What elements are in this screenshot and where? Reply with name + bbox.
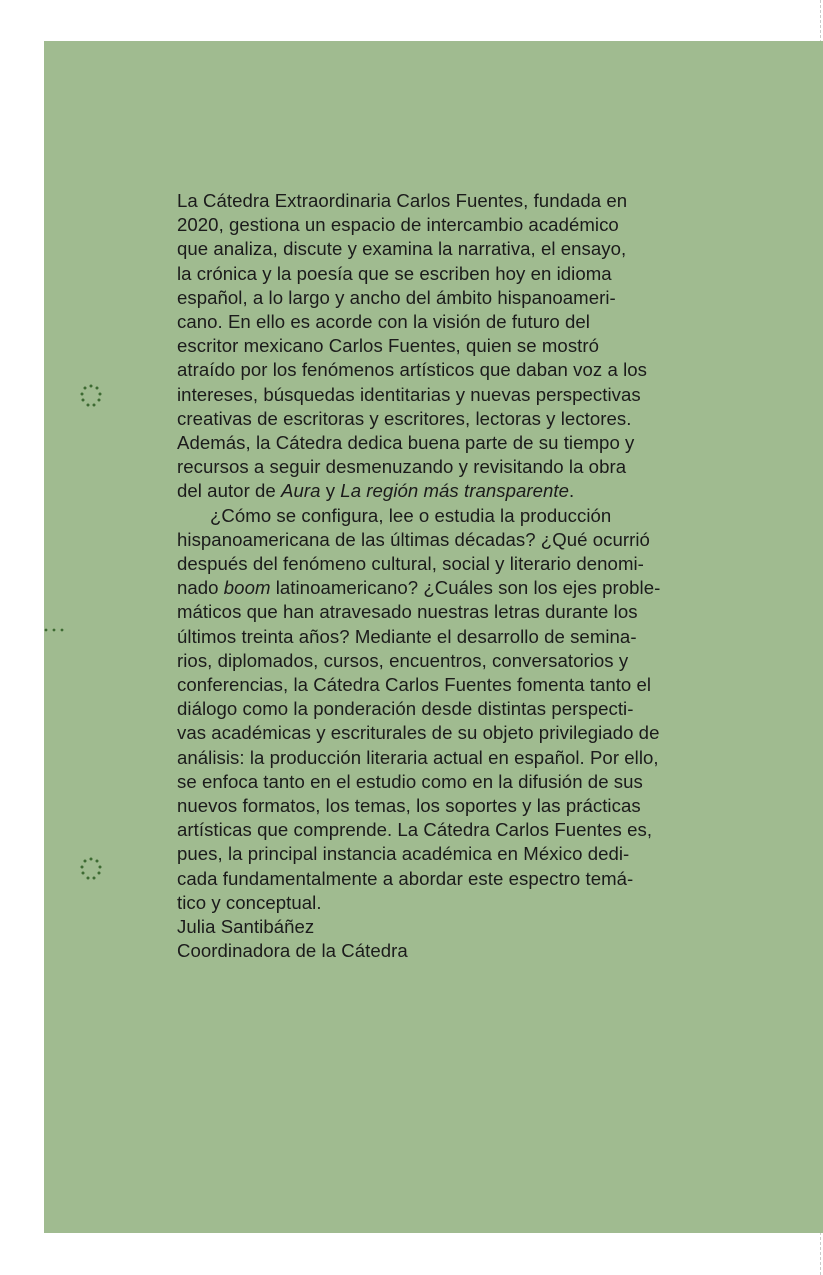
text-line: la crónica y la poesía que se escriben hoy en idioma bbox=[177, 262, 612, 284]
text-line: pues, la principal instancia académica en México dedi- bbox=[177, 843, 630, 865]
text-line: análisis: la producción literaria actual en español. Por ello, bbox=[177, 746, 659, 768]
text-line: español, a lo largo y ancho del ámbito hispanoameri- bbox=[177, 286, 616, 308]
text-line: artísticas que comprende. La Cátedra Carlos Fuentes es, bbox=[177, 819, 653, 841]
emphasis-boom: boom bbox=[223, 577, 271, 599]
text-line: recursos a seguir desmenuzando y revisitando la obra bbox=[177, 456, 627, 478]
text-line: se enfoca tanto en el estudio como en la difusión de sus bbox=[177, 770, 643, 792]
text-line: La Cátedra Extraordinaria Carlos Fuentes, fundada en bbox=[177, 190, 628, 211]
signature-role: Coordinadora de la Cátedra bbox=[177, 940, 408, 962]
text-line: cada fundamentalmente a abordar este espectro temá- bbox=[177, 867, 634, 889]
signature bbox=[177, 915, 717, 963]
dots-ornament-middle bbox=[42, 626, 66, 634]
text-line: intereses, búsquedas identitarias y nuevas perspectivas bbox=[177, 383, 641, 405]
text-segment: y bbox=[320, 480, 341, 502]
text-segment: . bbox=[569, 480, 575, 502]
text-line: vas académicas y escriturales de su objeto privilegiado de bbox=[177, 722, 660, 744]
paragraph-1 bbox=[177, 189, 717, 504]
text-line: últimos treinta años? Mediante el desarrollo de semina- bbox=[177, 625, 637, 647]
paragraph-2 bbox=[177, 504, 717, 915]
text-segment: nado bbox=[177, 577, 224, 599]
text-line: que analiza, discute y examina la narrativa, el ensayo, bbox=[177, 238, 627, 260]
text-line: escritor mexicano Carlos Fuentes, quien se mostró bbox=[177, 335, 600, 357]
text-line-with-titles bbox=[177, 479, 717, 503]
book-title-aura: Aura bbox=[281, 480, 321, 502]
text-line: conferencias, la Cátedra Carlos Fuentes fomenta tanto el bbox=[177, 674, 652, 696]
dot-ring-ornament-top bbox=[78, 383, 104, 409]
signature-name: Julia Santibáñez bbox=[177, 916, 315, 938]
text-line: rios, diplomados, cursos, encuentros, conversatorios y bbox=[177, 649, 629, 671]
text-line-with-emphasis bbox=[177, 576, 717, 600]
text-line-indented: ¿Cómo se configura, lee o estudia la producción bbox=[210, 504, 612, 526]
text-line: después del fenómeno cultural, social y literario denomi- bbox=[177, 553, 644, 575]
text-line: cano. En ello es acorde con la visión de futuro del bbox=[177, 311, 590, 333]
text-line: nuevos formatos, los temas, los soportes y las prácticas bbox=[177, 795, 641, 817]
text-segment: latinoamericano? ¿Cuáles son los ejes proble- bbox=[270, 577, 661, 599]
text-line: máticos que han atravesado nuestras letras durante los bbox=[177, 601, 638, 623]
text-line: Además, la Cátedra dedica buena parte de su tiempo y bbox=[177, 432, 635, 454]
book-title-region: La región más transparente bbox=[340, 480, 569, 502]
text-line: atraído por los fenómenos artísticos que daban voz a los bbox=[177, 359, 647, 381]
text-line: diálogo como la ponderación desde distintas perspecti- bbox=[177, 698, 634, 720]
text-line: creativas de escritoras y escritores, lectoras y lectores. bbox=[177, 407, 632, 429]
text-line: tico y conceptual. bbox=[177, 891, 322, 913]
body-text bbox=[177, 189, 717, 964]
dot-ring-ornament-bottom bbox=[78, 856, 104, 882]
text-line: 2020, gestiona un espacio de intercambio académico bbox=[177, 214, 619, 236]
text-segment: del autor de bbox=[177, 480, 282, 502]
text-line: hispanoamericana de las últimas décadas? ¿Qué ocurrió bbox=[177, 528, 650, 550]
